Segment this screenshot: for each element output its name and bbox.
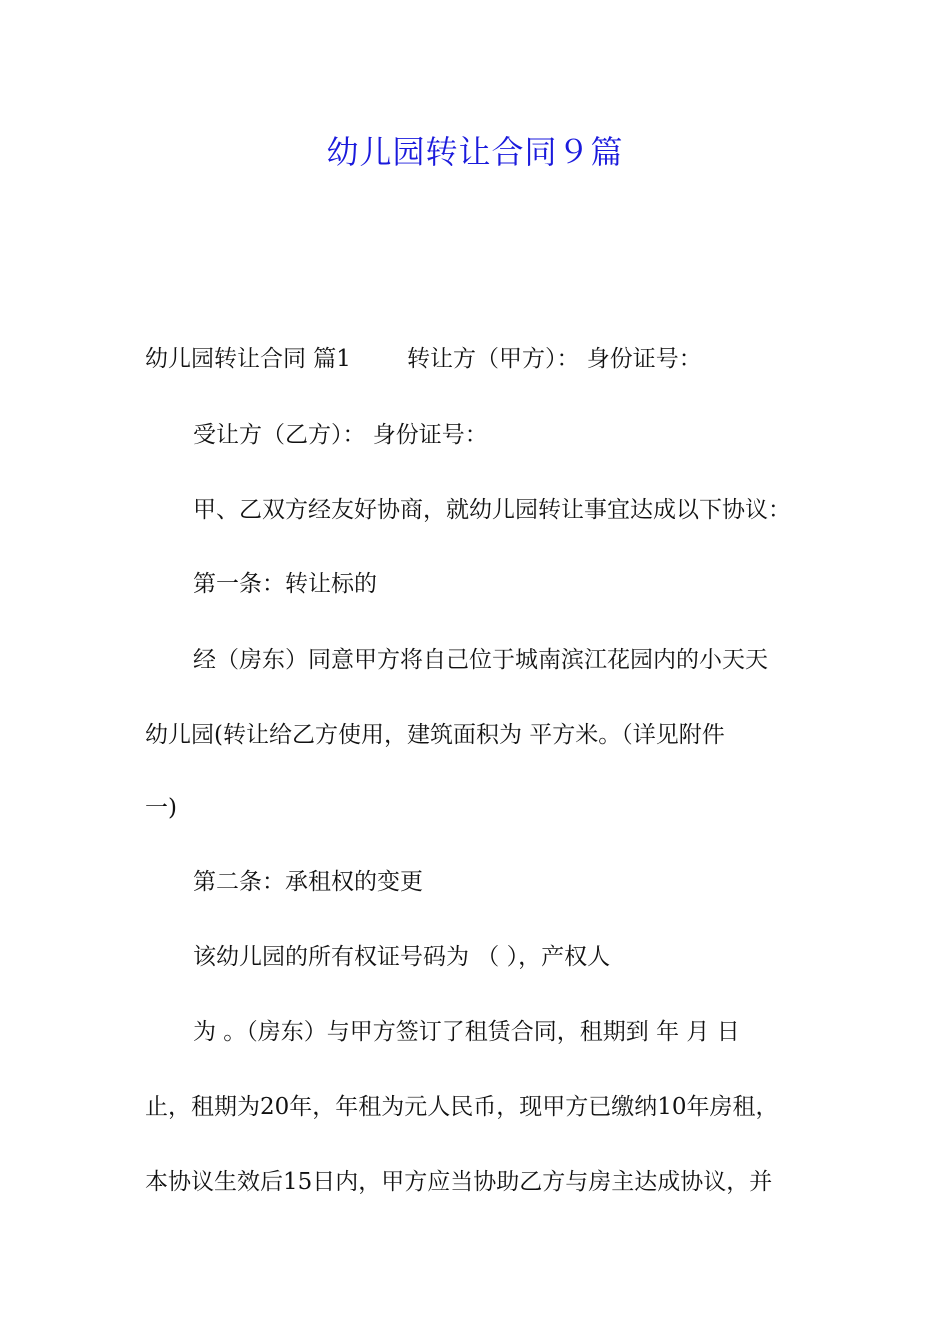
paragraph-line: 本协议生效后15日内，甲方应当协助乙方与房主达成协议，并 [145, 1169, 773, 1195]
contract-section-heading: 幼儿园转让合同 篇1 [145, 346, 351, 372]
paragraph-line: 为 。（房东）与甲方签订了租赁合同，租期到 年 月 日 [193, 1019, 740, 1045]
document-title: 幼儿园转让合同９篇 [326, 133, 624, 171]
transferor-line: 转让方（甲方）： 身份证号： [406, 346, 702, 372]
transferee-line: 受让方（乙方）： 身份证号： [193, 422, 488, 448]
heading-line [145, 343, 825, 375]
paragraph-line: 经（房东）同意甲方将自己位于城南滨江花园内的小天天 [193, 647, 768, 673]
paragraph-line: 幼儿园(转让给乙方使用，建筑面积为 平方米。（详见附件 [145, 722, 725, 748]
article-1-heading: 第一条：转让标的 [193, 571, 377, 597]
article-2-heading: 第二条：承租权的变更 [193, 869, 423, 895]
paragraph-line: 该幼儿园的所有权证号码为 （ ），产权人 [193, 944, 611, 970]
paragraph-line: 止，租期为20年，年租为元人民币，现甲方已缴纳10年房租， [145, 1094, 779, 1120]
agreement-intro: 甲、乙双方经友好协商，就幼儿园转让事宜达成以下协议： [193, 497, 791, 523]
paragraph-line: 一) [145, 795, 177, 821]
